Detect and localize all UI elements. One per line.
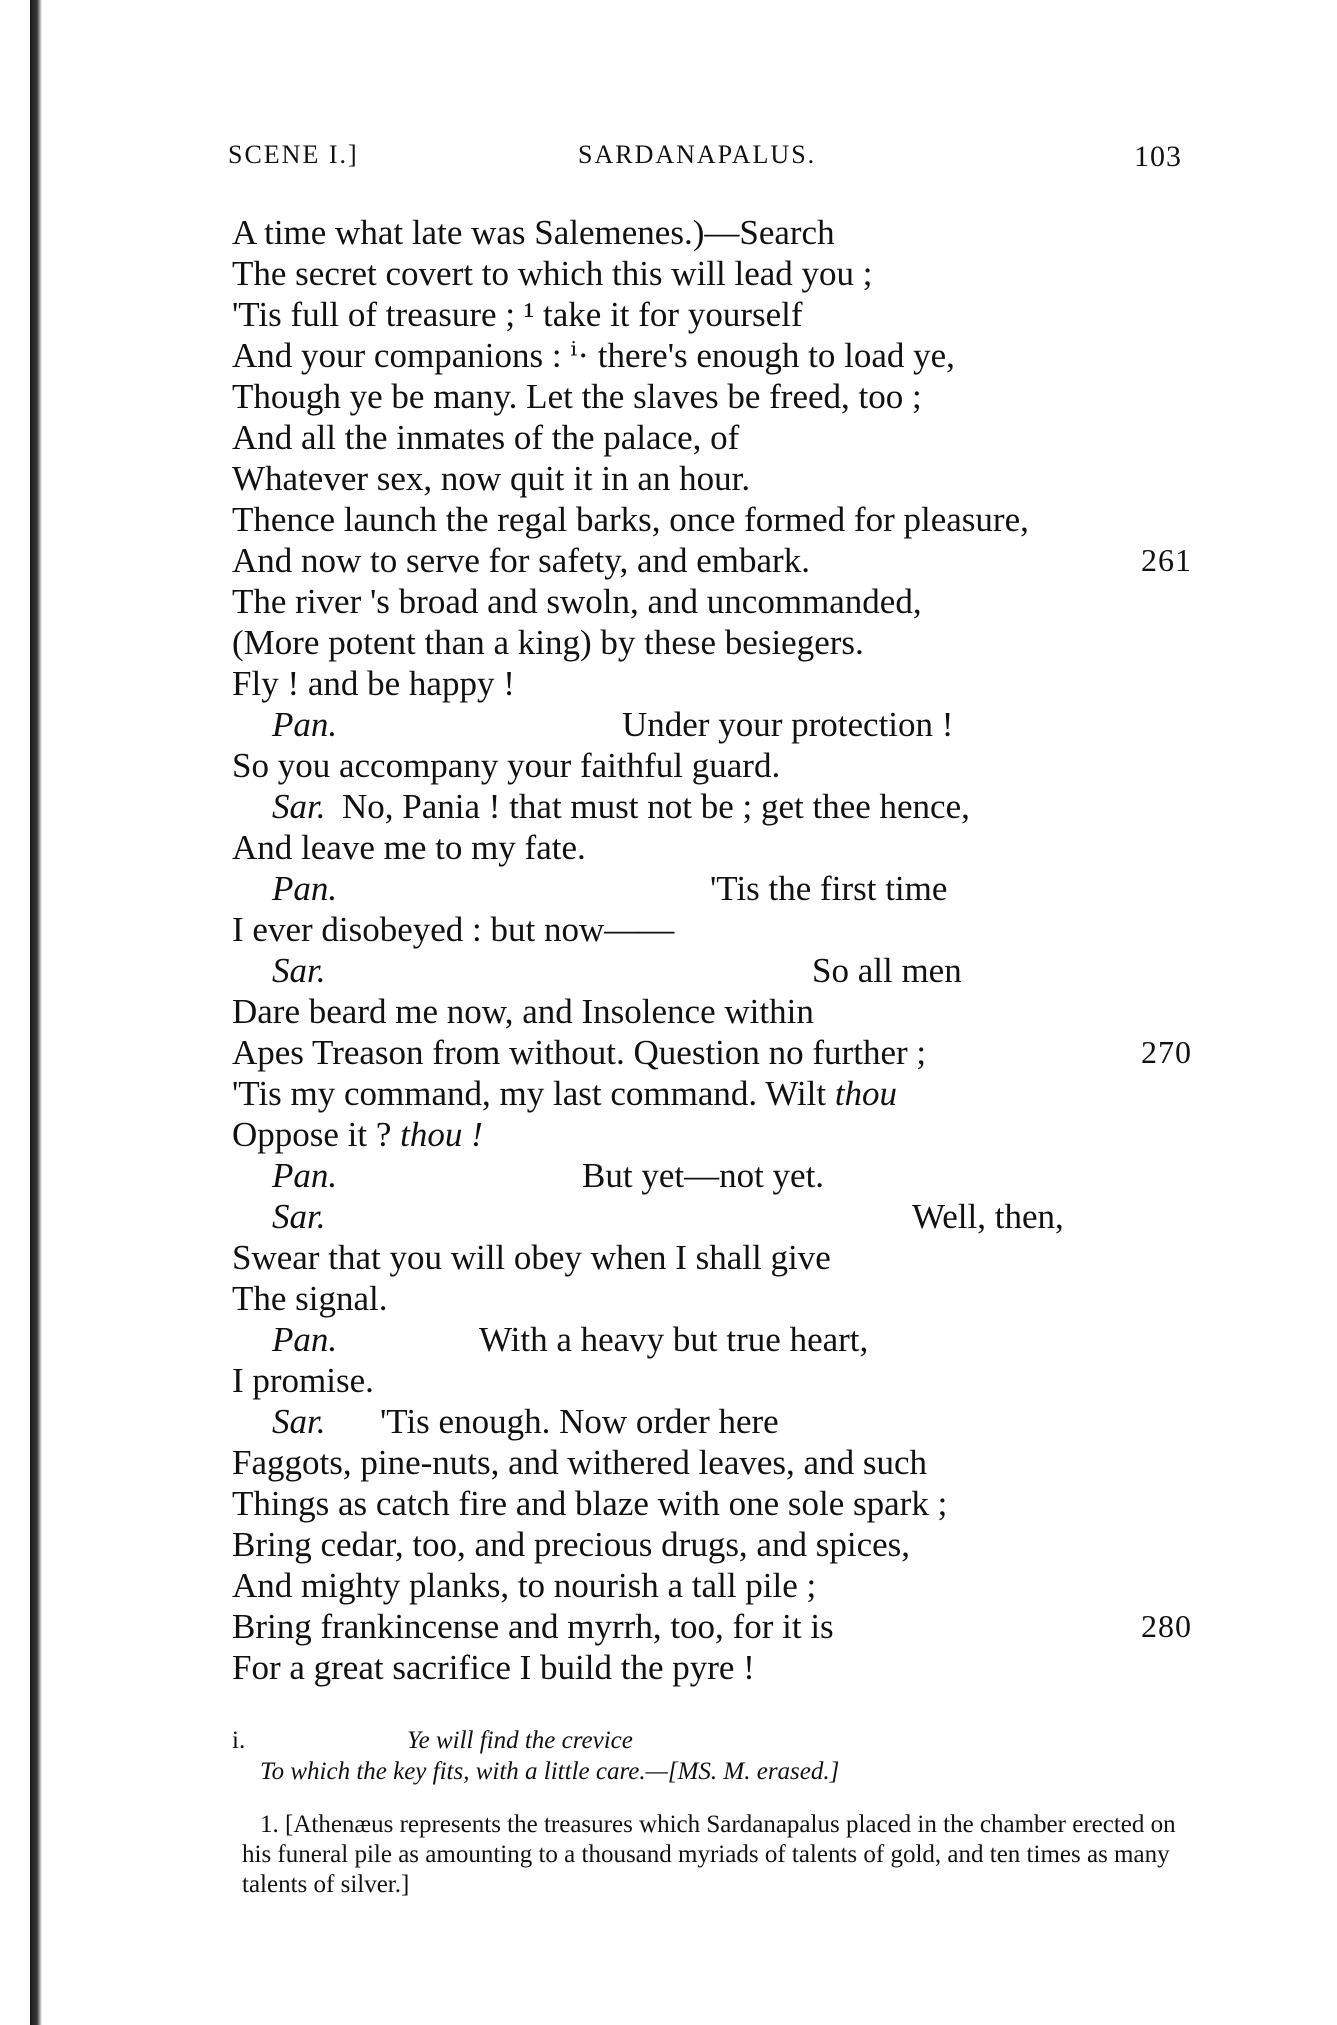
verse-line xyxy=(232,1565,1192,1606)
verse-line xyxy=(232,417,1192,458)
verse-text xyxy=(232,294,803,335)
verse-text-roman: Bring frankincense and myrrh, too, for it is xyxy=(232,1607,834,1646)
running-header xyxy=(228,140,1182,180)
book-binding-shadow xyxy=(30,0,42,2025)
verse-text-roman: And all the inmates of the palace, of xyxy=(232,418,740,457)
verse-text-roman: Well, then, xyxy=(912,1197,1064,1236)
verse-text-roman: So you accompany your faithful guard. xyxy=(232,746,781,785)
verse-text xyxy=(232,663,515,704)
verse-text-roman: Whatever sex, now quit it in an hour. xyxy=(232,459,751,498)
verse-line xyxy=(232,253,1192,294)
verse-text-roman: I promise. xyxy=(232,1361,374,1400)
verse-line xyxy=(232,499,1192,540)
speaker-name: Sar. xyxy=(272,1402,326,1441)
verse-line xyxy=(232,1442,1192,1483)
verse-line xyxy=(232,1032,1192,1073)
speaker-name: Pan. xyxy=(272,1320,338,1359)
verse-text-roman: Apes Treason from without. Question no further ; xyxy=(232,1033,927,1072)
verse-text-roman: Under your protection ! xyxy=(622,705,954,744)
verse-text xyxy=(232,1647,755,1688)
verse-text xyxy=(232,1606,834,1647)
verse-text xyxy=(622,704,953,745)
verse-text xyxy=(232,417,739,458)
verse-text xyxy=(232,827,586,868)
verse-text xyxy=(232,1442,927,1483)
verse-line xyxy=(232,1155,1192,1196)
verse-text xyxy=(582,1155,824,1196)
verse-text xyxy=(232,212,835,253)
verse-text-roman: And mighty planks, to nourish a tall pile ; xyxy=(232,1566,817,1605)
verse-line xyxy=(232,1401,1192,1442)
verse-text-roman: Thence launch the regal barks, once formed for pleasure, xyxy=(232,500,1029,539)
verse-line xyxy=(232,1606,1192,1647)
verse-text xyxy=(812,950,962,991)
verse-text xyxy=(232,991,814,1032)
speaker-name: Sar. xyxy=(272,1197,326,1236)
verse-text xyxy=(232,1237,831,1278)
verse-line xyxy=(232,1483,1192,1524)
verse-text-italic: thou xyxy=(834,1074,898,1113)
verse-text xyxy=(232,376,922,417)
page-number: 103 xyxy=(1134,140,1182,173)
verse-text xyxy=(232,581,922,622)
verse-text-roman: Though ye be many. Let the slaves be freed, too ; xyxy=(232,377,922,416)
verse-line xyxy=(232,704,1192,745)
verse-text xyxy=(232,540,810,581)
verse-line xyxy=(232,745,1192,786)
speaker-name: Pan. xyxy=(272,869,338,908)
verse-text-roman: I ever disobeyed : but now—— xyxy=(232,910,675,949)
verse-text xyxy=(232,1073,897,1114)
verse-text-roman: No, Pania ! that must not be ; get thee hence, xyxy=(342,787,970,826)
verse-text-roman: Dare beard me now, and Insolence within xyxy=(232,992,814,1031)
verse-line xyxy=(232,540,1192,581)
verse-line xyxy=(232,1073,1192,1114)
verse-text-roman: Oppose it ? xyxy=(232,1115,401,1154)
line-number: 261 xyxy=(1141,542,1192,578)
verse-line xyxy=(232,991,1192,1032)
verse-text-roman: 'Tis enough. Now order here xyxy=(380,1402,779,1441)
verse-text-roman: 'Tis full of treasure ; ¹ take it for yourself xyxy=(232,295,803,334)
verse-line xyxy=(232,909,1192,950)
variant-marker: i. xyxy=(232,1727,246,1754)
verse-text-roman: Faggots, pine-nuts, and withered leaves, and such xyxy=(232,1443,927,1482)
verse-text xyxy=(232,1032,926,1073)
verse-text-roman: 'Tis my command, my last command. Wilt xyxy=(232,1074,835,1113)
verse-line xyxy=(232,1196,1192,1237)
verse-line xyxy=(232,827,1192,868)
verse-line xyxy=(232,581,1192,622)
verse-line xyxy=(232,335,1192,376)
verse-text xyxy=(232,1483,947,1524)
verse-line xyxy=(232,1278,1192,1319)
verse-line xyxy=(232,1237,1192,1278)
line-number: 280 xyxy=(1141,1608,1192,1644)
footnote: 1. [Athenæus represents the treasures which Sardanapalus placed in the chamber erected on his funeral pile as amounting to a thousand myriads of talents of gold, and ten times as many talents of silver.] xyxy=(242,1811,1176,1898)
verse-line xyxy=(232,1524,1192,1565)
verse-line xyxy=(232,458,1192,499)
verse-text xyxy=(912,1196,1064,1237)
verse-text-roman: Things as catch fire and blaze with one sole spark ; xyxy=(232,1484,948,1523)
verse-text xyxy=(232,909,674,950)
verse-text-roman: But yet—not yet. xyxy=(582,1156,825,1195)
verse-text-roman: And now to serve for safety, and embark. xyxy=(232,541,810,580)
variant-line-2: To which the key fits, with a little care.—[MS. M. erased.] xyxy=(260,1758,840,1785)
verse-text xyxy=(232,499,1029,540)
verse-line xyxy=(232,1319,1192,1360)
verse-text xyxy=(232,1278,388,1319)
verse-line xyxy=(232,1360,1192,1401)
verse-text-roman: 'Tis the first time xyxy=(710,869,948,908)
verse-body xyxy=(232,212,1192,1688)
speaker-name: Pan. xyxy=(272,705,338,744)
variant-reading xyxy=(232,1725,1192,1787)
verse-text xyxy=(232,622,864,663)
verse-line xyxy=(232,622,1192,663)
verse-text xyxy=(232,1360,374,1401)
verse-text-roman: Bring cedar, too, and precious drugs, and spices, xyxy=(232,1525,911,1564)
verse-line xyxy=(232,663,1192,704)
verse-text-roman: For a great sacrifice I build the pyre ! xyxy=(232,1648,755,1687)
verse-line xyxy=(232,1114,1192,1155)
speaker-name: Sar. xyxy=(272,787,326,826)
verse-line xyxy=(232,376,1192,417)
verse-text xyxy=(232,253,873,294)
verse-text-roman: A time what late was Salemenes.)—Search xyxy=(232,213,835,252)
verse-text-roman: The river 's broad and swoln, and uncommanded, xyxy=(232,582,922,621)
verse-line xyxy=(232,868,1192,909)
verse-text-roman: The secret covert to which this will lead you ; xyxy=(232,254,873,293)
verse-text-roman: (More potent than a king) by these besiegers. xyxy=(232,623,864,662)
verse-line xyxy=(232,786,1192,827)
verse-text-italic: thou ! xyxy=(400,1115,483,1154)
verse-text-roman: So all men xyxy=(812,951,962,990)
verse-text xyxy=(342,786,970,827)
verse-text-roman: And your companions : ⁱ· there's enough to load ye, xyxy=(232,336,955,375)
verse-text xyxy=(710,868,947,909)
running-title: SARDANAPALUS. xyxy=(578,140,817,169)
verse-text xyxy=(479,1319,868,1360)
verse-text xyxy=(380,1401,779,1442)
verse-text-roman: Fly ! and be happy ! xyxy=(232,664,515,703)
verse-line xyxy=(232,294,1192,335)
verse-line xyxy=(232,950,1192,991)
verse-line xyxy=(232,212,1192,253)
verse-text-roman: And leave me to my fate. xyxy=(232,828,586,867)
verse-text-roman: With a heavy but true heart, xyxy=(479,1320,869,1359)
verse-text xyxy=(232,458,750,499)
variant-line-1: Ye will find the crevice xyxy=(407,1727,633,1754)
scene-label: SCENE I.] xyxy=(228,140,359,169)
verse-line xyxy=(232,1647,1192,1688)
verse-text xyxy=(232,335,955,376)
verse-text xyxy=(232,1565,816,1606)
verse-text-roman: The signal. xyxy=(232,1279,388,1318)
verse-text xyxy=(232,1114,483,1155)
line-number: 270 xyxy=(1141,1034,1192,1070)
verse-text xyxy=(232,1524,910,1565)
speaker-name: Pan. xyxy=(272,1156,338,1195)
speaker-name: Sar. xyxy=(272,951,326,990)
verse-text-roman: Swear that you will obey when I shall give xyxy=(232,1238,831,1277)
verse-text xyxy=(232,745,780,786)
